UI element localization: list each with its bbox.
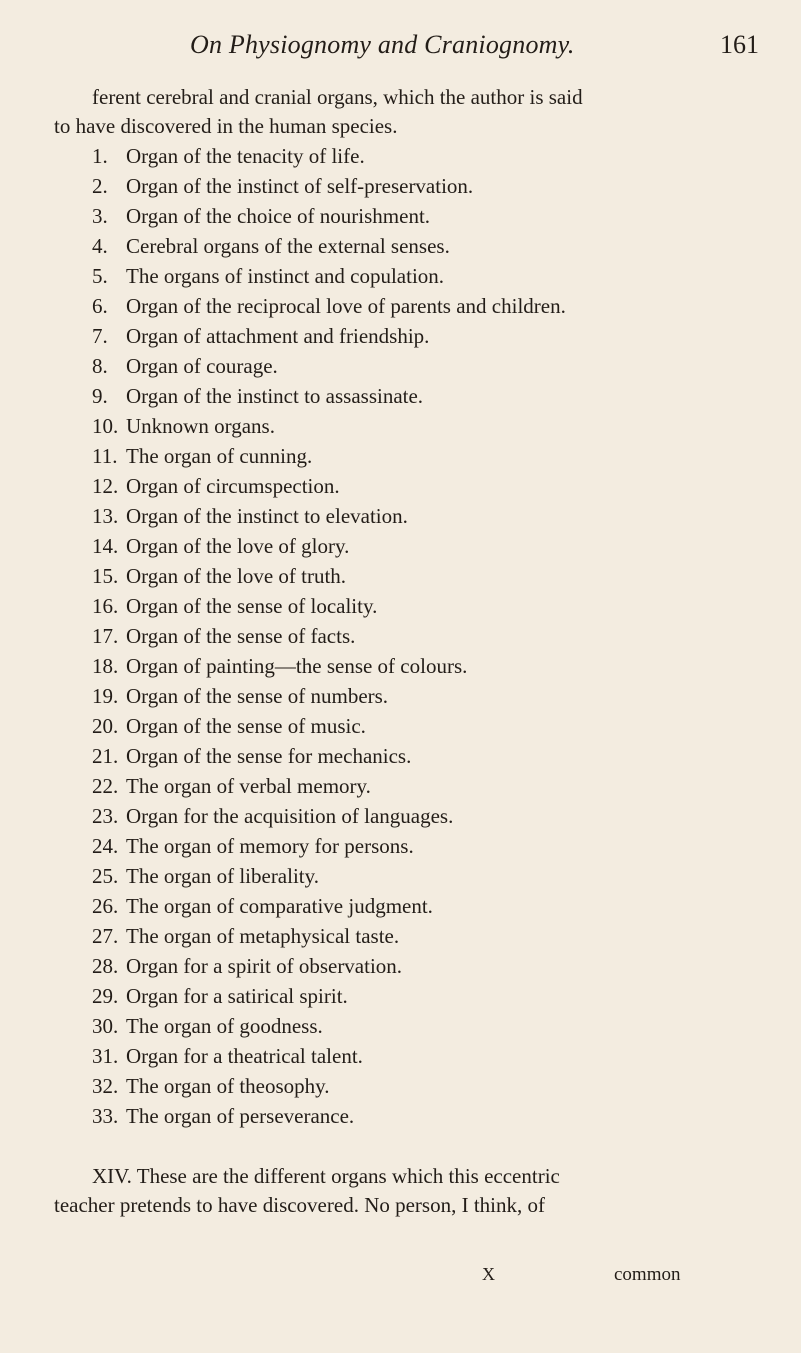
list-item — [92, 652, 467, 680]
item-number: 2. — [92, 174, 108, 198]
closing-line-2: teacher pretends to have discovered. No person, I think, of — [54, 1193, 545, 1217]
page-footer — [0, 1264, 801, 1294]
list-item — [92, 172, 473, 200]
list-item — [92, 322, 429, 350]
item-number: 15. — [92, 564, 119, 588]
item-text: The organ of cunning. — [126, 444, 313, 468]
list-item — [92, 232, 450, 260]
item-number: 16. — [92, 594, 119, 618]
item-text: Organ for the acquisition of languages. — [126, 804, 454, 828]
list-item — [92, 142, 365, 170]
item-number: 24. — [92, 834, 119, 858]
list-item — [92, 382, 423, 410]
closing-line-1: XIV. These are the different organs which this eccentric — [92, 1164, 560, 1188]
item-text: Organ of the sense of numbers. — [126, 684, 389, 708]
item-number: 10. — [92, 414, 119, 438]
item-text: The organ of perseverance. — [126, 1104, 355, 1128]
item-text: Organ of the sense of music. — [126, 714, 366, 738]
item-text: The organ of theosophy. — [126, 1074, 330, 1098]
list-item — [92, 262, 444, 290]
list-item — [92, 502, 408, 530]
list-item — [92, 1042, 363, 1070]
list-item — [92, 352, 278, 380]
item-text: The organ of comparative judgment. — [126, 894, 433, 918]
item-text: The organ of liberality. — [126, 864, 320, 888]
list-item — [92, 412, 275, 440]
item-number: 5. — [92, 264, 108, 288]
intro-line-2: to have discovered in the human species. — [54, 114, 398, 138]
item-number: 3. — [92, 204, 108, 228]
list-item — [92, 1102, 354, 1130]
list-item — [92, 472, 340, 500]
item-text: Organ for a spirit of observation. — [126, 954, 403, 978]
item-number: 4. — [92, 234, 108, 258]
item-number: 19. — [92, 684, 119, 708]
item-text: Organ of painting—the sense of colours. — [126, 654, 468, 678]
item-text: Organ of the instinct to elevation. — [126, 504, 408, 528]
item-number: 11. — [92, 444, 118, 468]
item-number: 33. — [92, 1104, 119, 1128]
item-number: 29. — [92, 984, 119, 1008]
list-item — [92, 202, 430, 230]
list-item — [92, 892, 433, 920]
item-number: 28. — [92, 954, 119, 978]
running-title: On Physiognomy and Craniognomy. — [190, 30, 575, 59]
item-text: Organ of the instinct to assassinate. — [126, 384, 424, 408]
item-text: The organ of metaphysical taste. — [126, 924, 400, 948]
item-number: 7. — [92, 324, 108, 348]
item-number: 13. — [92, 504, 119, 528]
item-number: 14. — [92, 534, 119, 558]
item-number: 23. — [92, 804, 119, 828]
item-number: 27. — [92, 924, 119, 948]
item-text: The organs of instinct and copulation. — [126, 264, 445, 288]
item-number: 30. — [92, 1014, 119, 1038]
item-text: Organ of the instinct of self-preservation. — [126, 174, 474, 198]
list-item — [92, 712, 366, 740]
item-text: Organ of the sense of locality. — [126, 594, 378, 618]
list-item — [92, 442, 312, 470]
item-text: The organ of memory for persons. — [126, 834, 414, 858]
item-text: Organ of the sense of facts. — [126, 624, 356, 648]
item-number: 17. — [92, 624, 119, 648]
list-item — [92, 982, 348, 1010]
item-text: Organ for a theatrical talent. — [126, 1044, 363, 1068]
item-number: 31. — [92, 1044, 119, 1068]
item-number: 21. — [92, 744, 119, 768]
item-number: 8. — [92, 354, 108, 378]
item-text: Organ of the sense for mechanics. — [126, 744, 412, 768]
item-text: Organ of the reciprocal love of parents and children. — [126, 294, 566, 318]
list-item — [92, 292, 566, 320]
list-item — [92, 622, 355, 650]
item-text: Organ of circumspection. — [126, 474, 340, 498]
item-text: Organ of the love of glory. — [126, 534, 350, 558]
item-number: 1. — [92, 144, 108, 168]
list-item — [92, 682, 388, 710]
item-text: Organ of the tenacity of life. — [126, 144, 365, 168]
item-text: The organ of goodness. — [126, 1014, 323, 1038]
item-number: 26. — [92, 894, 119, 918]
item-text: Unknown organs. — [126, 414, 275, 438]
signature-mark: X — [482, 1264, 495, 1284]
item-number: 12. — [92, 474, 119, 498]
list-item — [92, 1012, 323, 1040]
item-number: 32. — [92, 1074, 119, 1098]
item-number: 25. — [92, 864, 119, 888]
item-number: 6. — [92, 294, 108, 318]
list-item — [92, 562, 346, 590]
list-item — [92, 742, 411, 770]
item-number: 20. — [92, 714, 119, 738]
item-text: Organ of courage. — [126, 354, 278, 378]
item-text: Organ of the choice of nourishment. — [126, 204, 431, 228]
page-number: 161 — [720, 30, 759, 59]
item-number: 22. — [92, 774, 119, 798]
list-item — [92, 832, 414, 860]
item-text: Cerebral organs of the external senses. — [126, 234, 450, 258]
page-header — [0, 30, 801, 66]
list-item — [92, 922, 399, 950]
intro-line-1: ferent cerebral and cranial organs, which the author is said — [92, 85, 583, 109]
list-item — [92, 802, 453, 830]
list-item — [92, 952, 402, 980]
item-text: Organ of attachment and friendship. — [126, 324, 430, 348]
item-text: The organ of verbal memory. — [126, 774, 371, 798]
list-item — [92, 772, 371, 800]
list-item — [92, 1072, 330, 1100]
item-text: Organ of the love of truth. — [126, 564, 347, 588]
list-item — [92, 532, 349, 560]
catchword: common — [614, 1264, 681, 1285]
list-item — [92, 592, 377, 620]
item-text: Organ for a satirical spirit. — [126, 984, 348, 1008]
item-number: 9. — [92, 384, 108, 408]
item-number: 18. — [92, 654, 119, 678]
list-item — [92, 862, 319, 890]
